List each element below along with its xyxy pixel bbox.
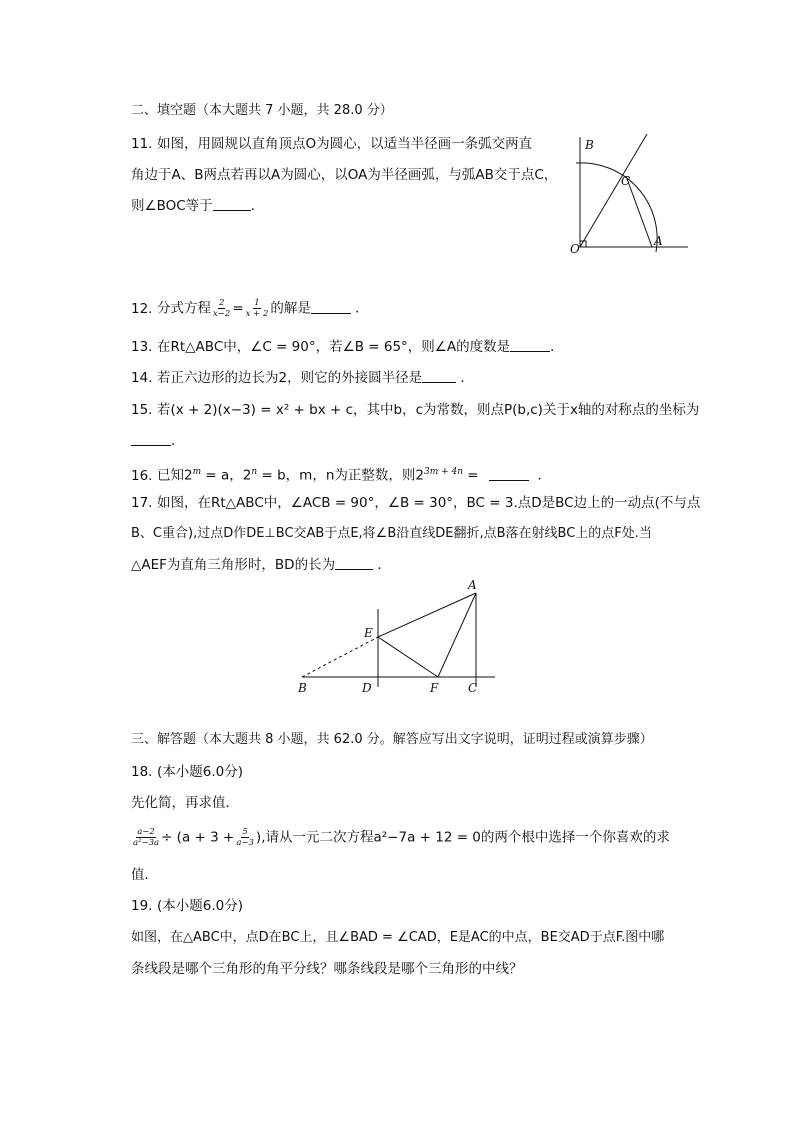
- q17-line1: [131, 493, 700, 513]
- q17-figure: [290, 575, 510, 700]
- q12-f2-denominator: x + 2: [245, 309, 269, 319]
- q18-f2-numerator: 5: [242, 827, 248, 837]
- q14-number: 14.: [131, 370, 153, 386]
- q18-header: [131, 762, 243, 782]
- q12-number: 12.: [131, 300, 153, 317]
- q12-f2-numerator: 1: [254, 298, 260, 308]
- q12-post: 的解是: [270, 300, 311, 317]
- q12-f1-denominator: x−2: [213, 309, 231, 319]
- q16-exp-3m4n: 3m + 4n: [423, 467, 464, 477]
- q19-header: [131, 896, 243, 916]
- q11-text-3: 则∠BOC等于: [131, 198, 213, 214]
- q17-text-1: 如图，在Rt△ABC中，∠ACB = 90°，∠B = 30°，BC = 3.点D是BC边上的一动点(不与点: [157, 495, 701, 511]
- q18-expression-line: [131, 827, 670, 848]
- q14-end: ．: [460, 370, 474, 386]
- q17-number: 17.: [131, 495, 153, 511]
- q19-number: 19.: [131, 898, 153, 914]
- q11-number: 11.: [131, 136, 153, 152]
- q18-rest: ),请从一元二次方程a²−7a + 12 = 0的两个根中选择一个你喜欢的求: [255, 829, 670, 846]
- q15-line: [131, 400, 699, 420]
- q15-line2: [131, 431, 185, 451]
- q12-end: ．: [355, 300, 369, 317]
- q17-segment-be: [302, 637, 378, 677]
- q15-answer-blank[interactable]: [131, 431, 171, 446]
- q13-text: 在Rt△ABC中，∠C = 90°，若∠B = 65°，则∠A的度数是: [157, 339, 511, 355]
- q18-fraction-1: [132, 827, 160, 848]
- q16-mid1: = a，2: [201, 467, 252, 484]
- q18-text-3: 值．: [131, 867, 158, 883]
- q19-score: (本小题6.0分): [157, 898, 244, 914]
- q19-text-2: 条线段是哪个三角形的角平分线？哪条线段是哪个三角形的中线？: [131, 961, 523, 977]
- q18-divide: ÷ (a + 3 +: [161, 829, 235, 846]
- q11-answer-blank[interactable]: [213, 196, 251, 211]
- q14-line: [131, 368, 474, 388]
- q17-label-b: B: [298, 681, 307, 695]
- q17-segment-fa: [438, 593, 476, 677]
- q17-label-d: D: [362, 681, 372, 695]
- q17-end: ．: [377, 557, 391, 573]
- q17-answer-blank[interactable]: [335, 555, 373, 570]
- q12-answer-blank[interactable]: [311, 299, 351, 314]
- q18-f2-denominator: a−3: [236, 838, 254, 848]
- q11-end: ．: [250, 198, 265, 214]
- q18-text-1: 先化简，再求值．: [131, 795, 239, 811]
- q15-number: 15.: [131, 402, 153, 418]
- q17-segment-ef: [378, 637, 438, 677]
- q17-label-c: C: [468, 681, 478, 695]
- q18-number: 18.: [131, 764, 153, 780]
- q12-line: [131, 298, 369, 319]
- q17-label-a: A: [468, 578, 477, 592]
- q19-text-1: 如图，在△ABC中，点D在BC上，且∠BAD = ∠CAD，E是AC的中点，BE交AD于点F.图中哪: [131, 930, 665, 945]
- section-title-fill-in: 二、填空题（本大题共 7 小题，共 28.0 分）: [131, 103, 393, 118]
- q16-answer-blank[interactable]: [489, 466, 529, 481]
- q12-fraction-2: [245, 298, 270, 319]
- q13-answer-blank[interactable]: [510, 337, 550, 352]
- q11-label-a: A: [654, 234, 663, 248]
- q11-text-1: 如图，用圆规以直角顶点O为圆心，以适当半径画一条弧交两直: [157, 136, 533, 152]
- q16-end: ．: [537, 467, 552, 484]
- q11-figure: [560, 130, 700, 260]
- q12-pre: 分式方程: [157, 300, 211, 317]
- q11-line3: [131, 196, 264, 216]
- q18-fraction-2: [235, 827, 255, 848]
- q12-f1-numerator: 2: [218, 298, 225, 308]
- q16-line: [131, 462, 551, 486]
- q12-fraction-1: [212, 298, 231, 319]
- q15-end: ．: [171, 433, 185, 449]
- q16-mid3: =: [463, 467, 483, 484]
- q17-line3: [131, 555, 391, 575]
- q16-exp-n: n: [251, 467, 258, 477]
- q11-label-b: B: [585, 138, 594, 152]
- q13-line: [131, 337, 564, 357]
- section-title-answers: 三、解答题（本大题共 8 小题，共 62.0 分。解答应写出文字说明，证明过程或演算步骤）: [131, 732, 653, 747]
- q17-text-3: △AEF为直角三角形时，BD的长为: [131, 557, 336, 573]
- q13-end: ．: [550, 339, 564, 355]
- q16-number: 16.: [131, 467, 153, 484]
- q18-f1-denominator: a²−3a: [133, 838, 160, 848]
- q13-number: 13.: [131, 339, 153, 355]
- q14-answer-blank[interactable]: [422, 368, 456, 383]
- q14-text: 若正六边形的边长为2，则它的外接圆半径是: [157, 370, 423, 386]
- q17-segment-ea: [378, 593, 476, 637]
- q16-exp-m: m: [192, 467, 202, 477]
- q18-f1-numerator: a−2: [137, 827, 155, 837]
- q17-text-2: B、C重合),过点D作DE⊥BC交AB于点E,将∠B沿直线DE翻折,点B落在射线BC上的点F处.当: [131, 526, 652, 541]
- q12-equals: =: [232, 300, 244, 317]
- q16-mid2: = b，m，n为正整数，则2: [257, 467, 424, 484]
- q15-text: 若(x + 2)(x−3) = x² + bx + c，其中b，c为常数，则点P(b,c)关于x轴的对称点的坐标为: [157, 402, 700, 418]
- q11-line1: [131, 134, 532, 154]
- q17-label-f: F: [430, 681, 439, 695]
- q11-label-c: C: [621, 174, 631, 188]
- q11-arc-ab: [576, 163, 657, 252]
- q11-label-o: O: [570, 242, 580, 256]
- q16-pre: 已知2: [157, 467, 193, 484]
- q17-label-e: E: [364, 626, 373, 640]
- q18-score: (本小题6.0分): [157, 764, 244, 780]
- q11-text-2: 角边于A、B两点若再以A为圆心，以OA为半径画弧，与弧AB交于点C，: [131, 167, 558, 183]
